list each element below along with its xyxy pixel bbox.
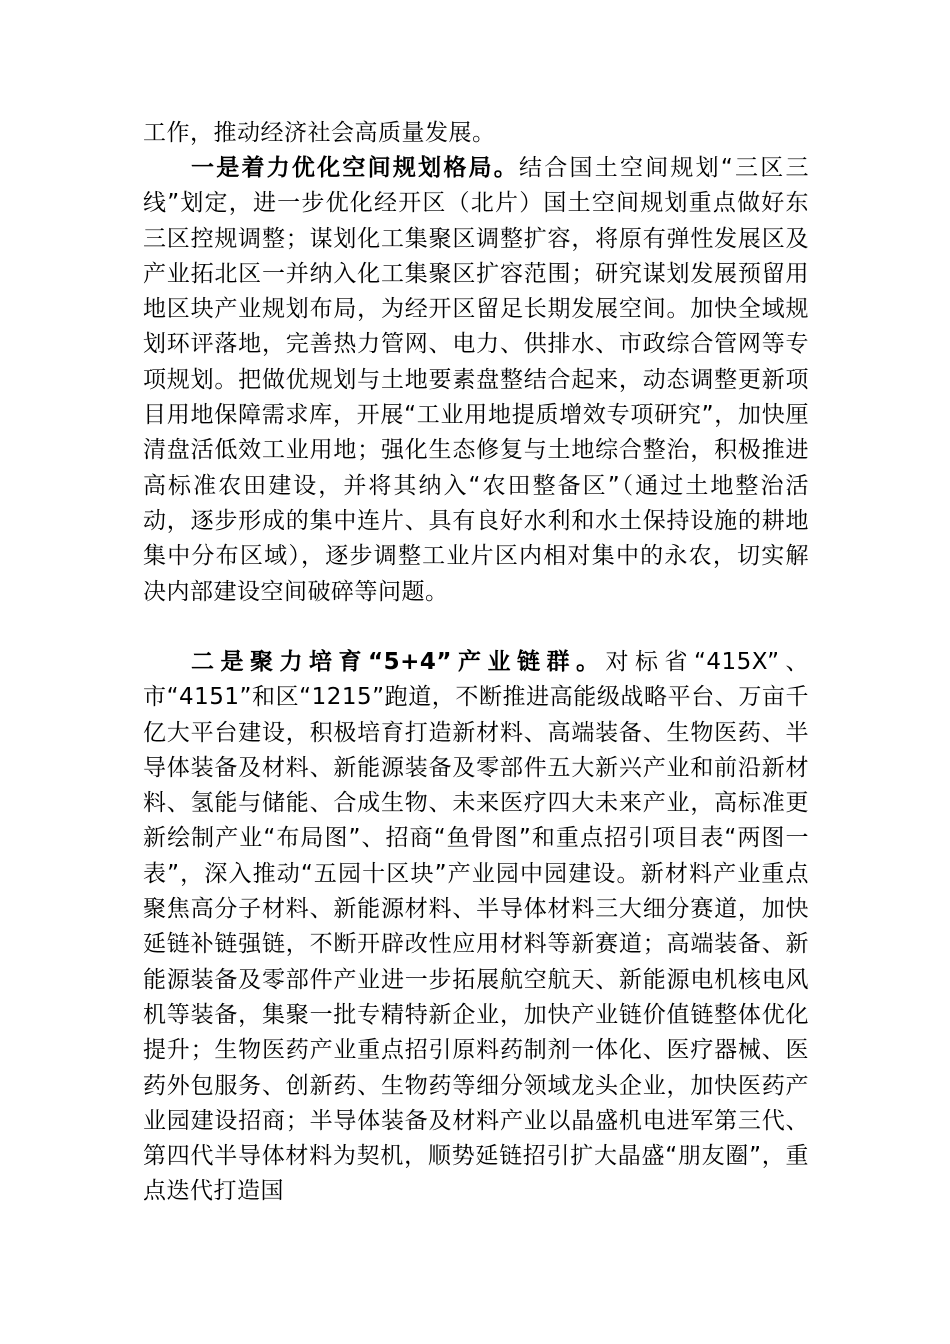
section-1-body: 结合国土空间规划“三区三线”划定，进一步优化经开区（北片）国土空间规划重点做好东三区控规调整；谋划化工集聚区调整扩容，将原有弹性发展区及产业拓北区一并纳入化工集聚区扩容范围；研究谋划发展预留用地区块产业规划布局，为经开区留足长期发展空间。加快全域规划环评落地，完善热力管网、电力、供排水、市政综合管网等专项规划。把做优规划与土地要素盘整结合起来，动态调整更新项目用地保障需求库，开展“工业用地提质增效专项研究”，加快厘清盘活低效工业用地；强化生态修复与土地综合整治，积极推进高标准农田建设，并将其纳入“农田整备区”（通过土地整治活动，逐步形成的集中连片、具有良好水利和水土保持设施的耕地集中分布区域），逐步调整工业片区内相对集中的永农，切实解决内部建设空间破碎等问题。 (143, 155, 810, 605)
section-2-paragraph (143, 645, 809, 1210)
section-2-body: 对标省“415X”、市“4151”和区“1215”跑道，不断推进高能级战略平台、万亩千亿大平台建设，积极培育打造新材料、高端装备、生物医药、半导体装备及材料、新能源装备及零部件五大新兴产业和前沿新材料、氢能与储能、合成生物、未来医疗四大未来产业，高标准更新绘制产业“布局图”、招商“鱼骨图”和重点招引项目表“两图一表”，深入推动“五园十区块”产业园中园建设。新材料产业重点聚焦高分子材料、新能源材料、半导体材料三大细分赛道，加快延链补链强链，不断开辟改性应用材料等新赛道；高端装备、新能源装备及零部件产业进一步拓展航空航天、新能源电机核电风机等装备，集聚一批专精特新企业，加快产业链价值链整体优化提升；生物医药产业重点招引原料药制剂一体化、医疗器械、医药外包服务、创新药、生物药等细分领域龙头企业，加快医药产业园建设招商；半导体装备及材料产业以晶盛机电进军第三代、第四代半导体材料为契机，顺势延链招引扩大晶盛“朋友圈”，重点迭代打造国 (143, 649, 809, 1205)
section-1-paragraph (143, 151, 809, 610)
continued-paragraph (143, 116, 809, 151)
section-2-heading: 二是聚力培育“5+4”产业链群。 (191, 649, 606, 675)
continued-paragraph-text: 工作，推动经济社会高质量发展。 (143, 120, 496, 146)
section-1-heading: 一是着力优化空间规划格局。 (191, 155, 520, 181)
